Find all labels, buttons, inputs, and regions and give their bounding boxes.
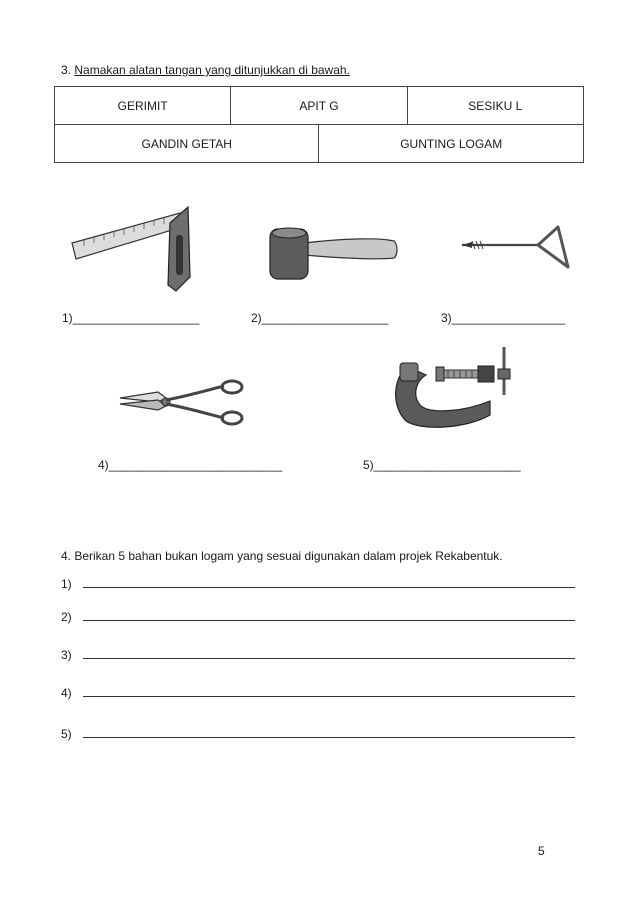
- page-number: 5: [538, 844, 545, 858]
- answer-line-3: [61, 648, 579, 662]
- write-line[interactable]: [83, 686, 575, 697]
- answer-3: 3)_________________: [441, 311, 566, 325]
- question-3-text: Namakan alatan tangan yang ditunjukkan di bawah.: [74, 63, 350, 77]
- answer-4: 4)__________________________: [98, 458, 283, 472]
- gimlet-icon: [458, 223, 570, 271]
- write-line[interactable]: [83, 577, 575, 588]
- line-number: 5): [61, 727, 72, 741]
- option-cell: SESIKU L: [407, 87, 583, 125]
- line-number: 2): [61, 610, 72, 624]
- option-cell: GUNTING LOGAM: [319, 125, 584, 163]
- l-square-icon: [70, 205, 200, 295]
- answer-1: 1)___________________: [62, 311, 200, 325]
- mallet-icon: [268, 225, 400, 285]
- write-line[interactable]: [83, 610, 575, 621]
- answer-line-1: [61, 577, 579, 591]
- options-table: [54, 86, 584, 163]
- question-3-number: 3.: [61, 63, 72, 77]
- options-row-1: [55, 87, 584, 125]
- answer-5: 5)______________________: [363, 458, 521, 472]
- answer-2: 2)___________________: [251, 311, 389, 325]
- write-line[interactable]: [83, 727, 575, 738]
- tin-snips-icon: [118, 378, 246, 426]
- option-cell: GANDIN GETAH: [55, 125, 319, 163]
- line-number: 3): [61, 648, 72, 662]
- question-3: [61, 63, 350, 77]
- option-cell: APIT G: [231, 87, 407, 125]
- line-number: 1): [61, 577, 72, 591]
- option-cell: GERIMIT: [55, 87, 231, 125]
- g-clamp-icon: [386, 345, 516, 430]
- answer-line-4: [61, 686, 579, 700]
- question-4: 4. Berikan 5 bahan bukan logam yang sesuai digunakan dalam projek Rekabentuk.: [61, 549, 503, 563]
- write-line[interactable]: [83, 648, 575, 659]
- line-number: 4): [61, 686, 72, 700]
- answer-line-5: [61, 727, 579, 741]
- answer-line-2: [61, 610, 579, 624]
- options-row-2: [55, 125, 584, 163]
